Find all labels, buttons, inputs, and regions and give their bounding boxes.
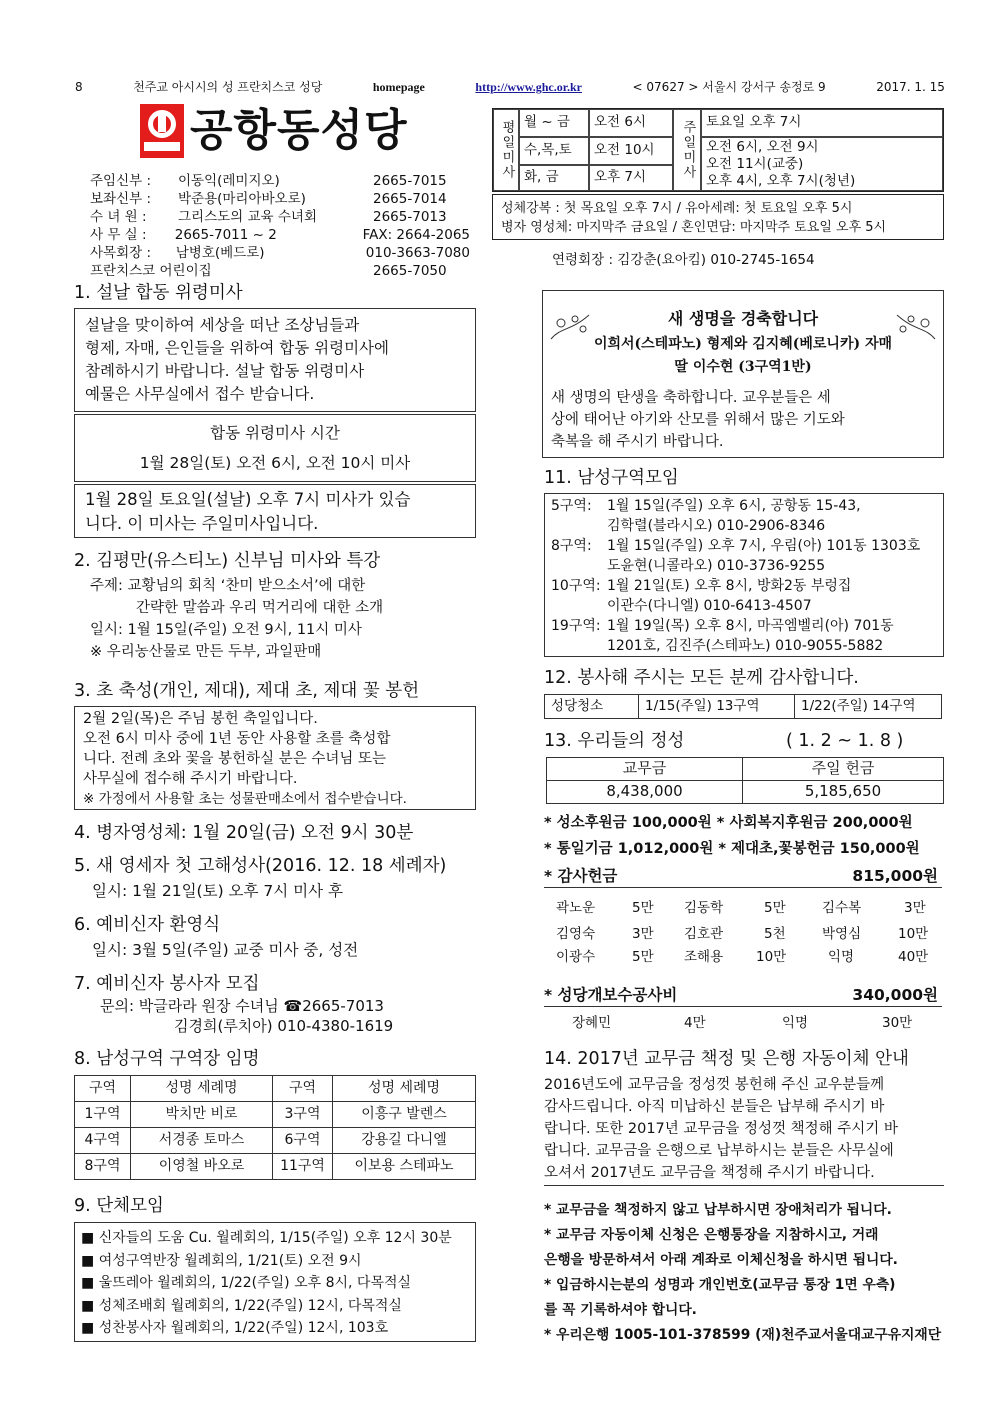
body-line: 오셔서 2017년도 교무금을 책정해 주시기 바랍니다. bbox=[544, 1165, 875, 1181]
notice-line: 형제, 자매, 은인들을 위하여 합동 위령미사에 bbox=[85, 339, 390, 357]
donor-list bbox=[556, 900, 942, 970]
meeting-line: 1201호, 김진주(스테파노) 010-9055-5882 bbox=[607, 638, 884, 654]
mass-time: 오전 10시 bbox=[589, 137, 673, 165]
list-item bbox=[551, 616, 937, 656]
body-line: 축복을 해 주시기 바랍니다. bbox=[551, 434, 724, 450]
table-cell: 이보용 스테파노 bbox=[333, 1154, 476, 1180]
birth-announcement bbox=[542, 290, 944, 458]
parish-name: 천주교 아시시의 성 프란치스코 성당 bbox=[133, 80, 323, 94]
lecture-line: 간략한 말씀과 우리 먹거리에 대한 소개 bbox=[136, 600, 384, 616]
body-line: 2016년도에 교무금을 정성껏 봉헌해 주신 교우분들께 bbox=[544, 1077, 885, 1093]
staff-label: 사 무 실 : bbox=[90, 227, 147, 243]
lecture-details bbox=[90, 575, 383, 663]
list-item bbox=[81, 1317, 469, 1340]
meeting-text: 성체조배회 월례회의, 1/22(주일) 12시, 다목적실 bbox=[98, 1297, 402, 1314]
column-header: 교무금 bbox=[547, 758, 743, 781]
notice-line: 사무실에 접수해 주시기 바랍니다. bbox=[83, 771, 298, 787]
mass-time: 오전 6시 bbox=[589, 109, 673, 137]
table-cell: 성당청소 bbox=[545, 695, 639, 719]
table-cell: 이흥구 발렌스 bbox=[333, 1102, 476, 1128]
mass-schedule-table bbox=[492, 108, 944, 192]
notice-line: ※ 가정에서 사용할 초는 성물판매소에서 접수받습니다. bbox=[83, 791, 407, 807]
notice-line: 오전 6시 미사 중에 1년 동안 사용할 초를 축성합 bbox=[83, 731, 391, 747]
meeting-text: 여성구역반장 월례회의, 1/21(토) 오전 9시 bbox=[98, 1252, 362, 1269]
note-line: 은행을 방문하셔서 아래 계좌로 이체신청을 하시면 됩니다. bbox=[544, 1252, 898, 1268]
sunday-mass-time: 오후 4시, 오후 7시(청년) bbox=[706, 172, 856, 189]
staff-row bbox=[90, 244, 470, 262]
staff-name: 그리스도의 교육 수녀회 bbox=[178, 209, 317, 225]
meeting-line: 김학렬(블라시오) 010-2906-8346 bbox=[607, 518, 826, 534]
table-row bbox=[75, 1102, 476, 1128]
meeting-line: 1월 15일(주일) 오후 7시, 우림(아) 101동 1303호 bbox=[607, 538, 921, 554]
table-header-row bbox=[547, 758, 944, 781]
page-header bbox=[75, 80, 945, 96]
area-label: 5구역: bbox=[551, 498, 592, 514]
table-cell: 5,185,650 bbox=[743, 781, 944, 804]
donor-amount: 4만 bbox=[684, 1015, 706, 1031]
meeting-line: 1월 19일(목) 오후 8시, 마곡엠벨리(아) 701동 bbox=[607, 618, 894, 634]
group-meetings-box bbox=[74, 1222, 476, 1342]
notice-line: 2월 2일(목)은 주님 봉헌 축일입니다. bbox=[83, 711, 318, 727]
offering-line: * 통일기금 1,012,000원 * 제대초,꽃봉헌금 150,000원 bbox=[544, 841, 920, 857]
staff-label: 수 녀 원 : bbox=[90, 209, 147, 225]
staff-row bbox=[90, 172, 470, 190]
mass-day: 화, 금 bbox=[519, 165, 589, 191]
bullet-icon: ■ bbox=[81, 1297, 99, 1314]
meeting-line: 이관수(다니엘) 010-6413-4507 bbox=[607, 598, 812, 614]
contact-line: 문의: 박글라라 원장 수녀님 ☎2665-7013 bbox=[100, 997, 384, 1015]
lecture-line: 주제: 교황님의 회칙 ‘찬미 받으소서’에 대한 bbox=[90, 578, 366, 594]
donor-amount: 5천 bbox=[764, 926, 786, 942]
note-line: 를 꼭 기록하셔야 합니다. bbox=[544, 1302, 697, 1318]
issue-date: 2017. 1. 15 bbox=[876, 80, 945, 94]
sunday-mass-label: 주일미사 bbox=[673, 109, 701, 191]
weekday-mass-label: 평일미사 bbox=[493, 109, 519, 191]
table-cell: 11구역 bbox=[273, 1154, 333, 1180]
staff-row bbox=[90, 208, 470, 226]
address: < 07627 > 서울시 강서구 송정로 9 bbox=[632, 80, 826, 94]
staff-row bbox=[90, 262, 470, 280]
staff-label: 사목회장 : bbox=[90, 245, 152, 261]
birth-title: 새 생명을 경축합니다 bbox=[667, 309, 819, 328]
lecture-line: 일시: 1월 15일(주일) 오전 9시, 11시 미사 bbox=[90, 622, 362, 638]
parish-logo bbox=[140, 100, 408, 162]
donor-name: 김영숙 bbox=[556, 926, 596, 942]
mass-day: 수,목,토 bbox=[519, 137, 589, 165]
staff-phone: 010-3663-7080 bbox=[365, 245, 470, 261]
meeting-line: 도윤현(니콜라오) 010-3736-9255 bbox=[607, 558, 826, 574]
table-cell: 서경종 토마스 bbox=[131, 1128, 273, 1154]
volunteer-table bbox=[544, 694, 942, 719]
lecture-line: ※ 우리농산물로 만든 두부, 과일판매 bbox=[90, 644, 322, 660]
page-number: 8 bbox=[75, 80, 83, 94]
bullet-icon: ■ bbox=[81, 1230, 99, 1246]
area-leaders-table bbox=[74, 1075, 476, 1180]
mass-time: 오후 7시 bbox=[589, 165, 673, 191]
column-header: 구역 bbox=[273, 1076, 333, 1102]
donor-amount: 5만 bbox=[632, 900, 654, 916]
donor-name: 김호관 bbox=[684, 926, 724, 942]
note-line: * 교무금을 책정하지 않고 납부하시면 장애처리가 됩니다. bbox=[544, 1202, 892, 1218]
area-label: 8구역: bbox=[551, 538, 592, 554]
section-title: 11. 남성구역모임 bbox=[544, 468, 679, 488]
notice-line: 설날을 맞이하여 세상을 떠난 조상님들과 bbox=[85, 316, 360, 334]
section-title: 4. 병자영성체: 1월 20일(금) 오전 9시 30분 bbox=[74, 823, 414, 843]
column-header: 구역 bbox=[75, 1076, 131, 1102]
bullet-icon: ■ bbox=[81, 1275, 99, 1291]
body-line: 랍니다. 교무금을 은행으로 납부하시는 분들은 사무실에 bbox=[544, 1143, 894, 1159]
list-item bbox=[81, 1227, 469, 1250]
staff-phone: 2665-7014 bbox=[373, 191, 447, 207]
body-line: 랍니다. 또한 2017년 교무금을 정성껏 책정해 주시기 바 bbox=[544, 1121, 898, 1137]
staff-name: 2665-7011 ~ 2 bbox=[174, 227, 277, 243]
sacrament-line: 병자 영성체: 마지막주 금요일 / 혼인면담: 마지막주 토요일 오후 5시 bbox=[501, 220, 887, 235]
homepage-label: homepage bbox=[372, 80, 425, 94]
area-label: 10구역: bbox=[551, 578, 601, 594]
offering-line: * 성소후원금 100,000원 * 사회복지후원금 200,000원 bbox=[544, 815, 913, 831]
staff-row bbox=[90, 226, 470, 244]
section-title: 2. 김평만(유스티노) 신부님 미사와 특강 bbox=[74, 551, 381, 571]
birth-baby: 딸 이수현 (3구역1반) bbox=[674, 359, 812, 375]
memorial-mass-notice bbox=[74, 308, 476, 412]
staff-phone: FAX: 2664-2065 bbox=[362, 227, 470, 243]
table-cell: 1/15(주일) 13구역 bbox=[639, 695, 795, 719]
repair-fund-header bbox=[544, 985, 942, 1007]
repair-label: * 성당개보수공사비 bbox=[544, 986, 678, 1004]
list-item bbox=[81, 1272, 469, 1295]
column-header: 성명 세례명 bbox=[131, 1076, 273, 1102]
section-title: 7. 예비신자 봉사자 모집 bbox=[74, 974, 260, 994]
notice-line: 예물은 사무실에서 접수 받습니다. bbox=[85, 385, 315, 403]
table-header-row bbox=[75, 1076, 476, 1102]
table-cell: 이영철 바오로 bbox=[131, 1154, 273, 1180]
section-title: 1. 설날 합동 위령미사 bbox=[74, 283, 243, 303]
staff-label: 프란치스코 어린이집 bbox=[90, 263, 212, 279]
thanks-offering-header bbox=[544, 866, 942, 888]
donor-name: 장혜민 bbox=[572, 1015, 612, 1031]
donor-amount: 40만 bbox=[898, 949, 929, 965]
bullet-icon: ■ bbox=[81, 1320, 99, 1336]
thanks-label: * 감사헌금 bbox=[544, 867, 618, 885]
table-row bbox=[547, 781, 944, 804]
note-line: 니다. 이 미사는 주일미사입니다. bbox=[85, 514, 319, 533]
staff-name: 박준용(마리아바오로) bbox=[178, 191, 306, 207]
section-title: 13. 우리들의 정성 bbox=[544, 731, 685, 751]
meeting-line: 1월 21일(토) 오후 8시, 방화2동 부렁집 bbox=[607, 578, 852, 594]
note-line: * 교무금 자동이체 신청은 은행통장을 지참하시고, 거래 bbox=[544, 1227, 879, 1243]
donor-amount: 3만 bbox=[632, 926, 654, 942]
mass-day: 월 ~ 금 bbox=[519, 109, 589, 137]
list-item bbox=[81, 1295, 469, 1318]
offering-table bbox=[546, 757, 944, 804]
notice-line: 참례하시기 바랍니다. 설날 합동 위령미사 bbox=[85, 362, 365, 380]
list-item bbox=[551, 536, 937, 576]
dues-notes bbox=[544, 1198, 941, 1348]
list-item bbox=[551, 576, 937, 616]
donor-amount: 5만 bbox=[764, 900, 786, 916]
staff-phone: 2665-7013 bbox=[373, 209, 447, 225]
section-title: 5. 새 영세자 첫 고해성사(2016. 12. 18 세례자) bbox=[74, 856, 447, 876]
staff-row bbox=[90, 190, 470, 208]
sunday-mass-time: 오전 11시(교중) bbox=[706, 155, 804, 172]
donor-name: 박영심 bbox=[822, 926, 862, 942]
table-cell: 1/22(주일) 14구역 bbox=[795, 695, 942, 719]
donor-name: 이광수 bbox=[556, 949, 596, 965]
donor-name: 조해용 bbox=[684, 949, 724, 965]
staff-name: 남병호(베드로) bbox=[175, 245, 265, 261]
sunday-mass-time: 오전 6시, 오전 9시 bbox=[706, 138, 819, 155]
donor-name: 익명 bbox=[782, 1015, 809, 1031]
birth-parents: 이희서(스테파노) 형제와 김지혜(베로니카) 자매 bbox=[593, 336, 893, 352]
birth-body bbox=[551, 387, 845, 453]
parish-title: 공항동성당 bbox=[190, 105, 408, 157]
notice-line: 니다. 전례 초와 꽃을 봉헌하실 분은 수녀님 또는 bbox=[83, 751, 387, 767]
staff-phone: 2665-7050 bbox=[373, 263, 447, 279]
repair-donor-list bbox=[572, 1015, 942, 1035]
donor-amount: 10만 bbox=[898, 926, 929, 942]
table-cell: 3구역 bbox=[273, 1102, 333, 1128]
table-cell: 4구역 bbox=[75, 1128, 131, 1154]
staff-label: 주임신부 : bbox=[90, 173, 152, 189]
meeting-text: 성찬봉사자 월례회의, 1/22(주일) 12시, 103호 bbox=[98, 1320, 389, 1336]
section-title: 9. 단체모임 bbox=[74, 1196, 164, 1216]
bullet-icon: ■ bbox=[81, 1252, 99, 1269]
section-title: 12. 봉사해 주시는 모든 분께 감사합니다. bbox=[544, 668, 859, 688]
table-cell: 8구역 bbox=[75, 1154, 131, 1180]
memorial-note-box bbox=[74, 484, 476, 538]
welcome-time: 일시: 3월 5일(주일) 교중 미사 중, 성전 bbox=[92, 941, 359, 959]
sunday-mass-times bbox=[701, 137, 943, 191]
thanks-total: 815,000원 bbox=[852, 867, 938, 885]
repair-total: 340,000원 bbox=[852, 986, 938, 1004]
offering-period: ( 1. 2 ~ 1. 8 ) bbox=[786, 731, 904, 751]
note-line: * 입금하시는분의 성명과 개인번호(교무금 통장 1면 우측) bbox=[544, 1277, 896, 1293]
memorial-mass-time-box bbox=[74, 414, 476, 482]
parish-emblem-icon bbox=[140, 104, 184, 158]
list-item bbox=[81, 1250, 469, 1273]
donor-amount: 5만 bbox=[632, 949, 654, 965]
section-title: 6. 예비신자 환영식 bbox=[74, 915, 221, 935]
body-line: 새 생명의 탄생을 축하합니다. 교우분들은 세 bbox=[551, 390, 831, 406]
section-title: 3. 초 축성(개인, 제대), 제대 초, 제대 꽃 봉헌 bbox=[74, 681, 420, 701]
candle-blessing-notice bbox=[74, 706, 476, 810]
body-line: 감사드립니다. 아직 미납하신 분들은 납부해 주시기 바 bbox=[544, 1099, 885, 1115]
bank-account: * 우리은행 1005-101-378599 (재)천주교서울대교구유지재단 bbox=[544, 1327, 942, 1343]
table-cell: 6구역 bbox=[273, 1128, 333, 1154]
donor-name: 김수복 bbox=[822, 900, 862, 916]
contact-line: 김경희(루치아) 010-4380-1619 bbox=[174, 1017, 394, 1035]
column-header: 주일 헌금 bbox=[743, 758, 944, 781]
donor-amount: 3만 bbox=[904, 900, 926, 916]
column-header: 성명 세례명 bbox=[333, 1076, 476, 1102]
donor-name: 김동학 bbox=[684, 900, 724, 916]
donor-amount: 10만 bbox=[756, 949, 787, 965]
memorial-time-title: 합동 위령미사 시간 bbox=[210, 424, 340, 442]
mens-area-meetings bbox=[544, 493, 944, 657]
staff-list bbox=[90, 172, 470, 280]
table-cell: 1구역 bbox=[75, 1102, 131, 1128]
table-cell: 8,438,000 bbox=[547, 781, 743, 804]
homepage-link[interactable]: http://www.ghc.or.kr bbox=[475, 80, 582, 94]
table-cell: 강용길 다니엘 bbox=[333, 1128, 476, 1154]
staff-name: 이동익(레미지오) bbox=[178, 173, 280, 189]
section-title: 8. 남성구역 구역장 임명 bbox=[74, 1049, 260, 1069]
table-row bbox=[545, 695, 942, 719]
section-title: 14. 2017년 교무금 책정 및 은행 자동이체 안내 bbox=[544, 1049, 909, 1069]
meeting-text: 울뜨레아 월례회의, 1/22(주일) 오후 8시, 다목적실 bbox=[98, 1275, 412, 1291]
funeral-contact: 연령회장 : 김강춘(요아킴) 010-2745-1654 bbox=[552, 252, 815, 268]
sacrament-line: 성체강복 : 첫 목요일 오후 7시 / 유아세례: 첫 토요일 오후 5시 bbox=[501, 201, 853, 216]
confession-time: 일시: 1월 21일(토) 오후 7시 미사 후 bbox=[92, 882, 344, 900]
table-row bbox=[75, 1128, 476, 1154]
donor-name: 곽노운 bbox=[556, 900, 596, 916]
volunteer-contact bbox=[100, 996, 393, 1036]
meeting-text: 신자들의 도움 Cu. 월례회의, 1/15(주일) 오후 12시 30분 bbox=[98, 1230, 452, 1246]
sunday-mass-time: 토요일 오후 7시 bbox=[701, 109, 943, 137]
donor-amount: 30만 bbox=[882, 1015, 913, 1031]
memorial-time: 1월 28일(토) 오전 6시, 오전 10시 미사 bbox=[139, 454, 411, 472]
donor-name: 익명 bbox=[828, 949, 855, 965]
body-line: 상에 태어난 아기와 산모를 위해서 많은 기도와 bbox=[551, 412, 845, 428]
staff-label: 보좌신부 : bbox=[90, 191, 152, 207]
table-cell: 박치만 비로 bbox=[131, 1102, 273, 1128]
meeting-line: 1월 15일(주일) 오후 6시, 공항동 15-43, bbox=[607, 498, 861, 514]
sacrament-info bbox=[492, 194, 944, 240]
list-item bbox=[551, 496, 937, 536]
dues-notice-body bbox=[544, 1074, 898, 1184]
note-line: 1월 28일 토요일(설날) 오후 7시 미사가 있습 bbox=[85, 490, 411, 509]
staff-phone: 2665-7015 bbox=[373, 173, 447, 189]
area-label: 19구역: bbox=[551, 618, 601, 634]
table-row bbox=[75, 1154, 476, 1180]
